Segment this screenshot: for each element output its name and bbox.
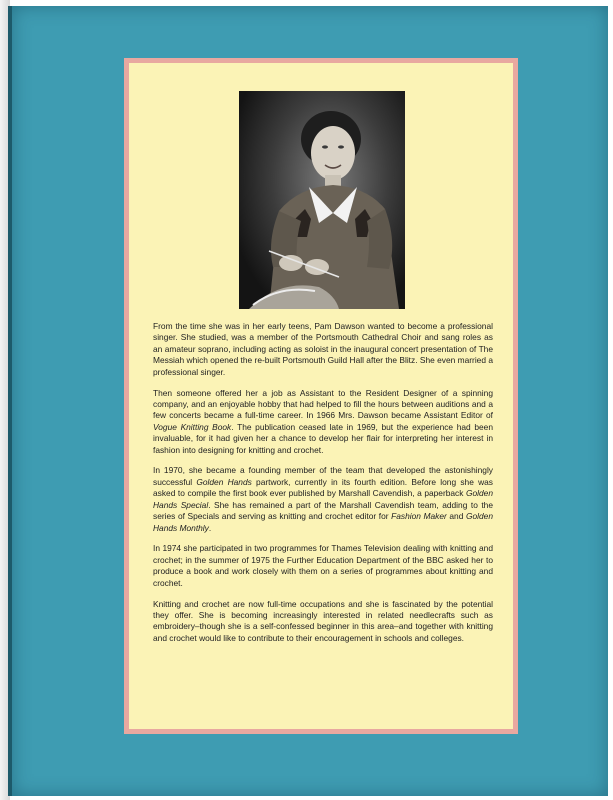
publication-title: Golden Hands Special [153,488,493,510]
book-title: Vogue Knitting Book [153,421,232,432]
publication-title: Golden Hands [196,476,252,487]
bio-paragraph [153,465,493,533]
author-portrait-photo [239,91,405,309]
bio-paragraph: In 1974 she participated in two programmes for Thames Television dealing with knitting and crochet; in the summer of 1975 the Further Education Department of the BBC asked her to produce a book and work closely with them on a series of programmes about knitting and crochet. [153,543,493,588]
text-run: . She has remained a part of the Marshall Cavendish team, adding to the series of Specials and serving as knitting and crochet editor for [153,499,493,522]
bio-paragraph: Knitting and crochet are now full-time occupations and she is fascinated by the potential they offer. She is becoming increasingly interested in related needlecrafts such as embroidery–though she is a self-confessed beginner in this area–and together with knitting and crochet would like to contribute to their encouragement in schools and colleges. [153,598,493,643]
publication-title: Golden Hands Monthly [153,511,493,533]
bio-paragraph [153,388,493,456]
text-run: . [208,522,212,533]
book-cover [8,6,608,796]
bio-paragraph: From the time she was in her early teens, Pam Dawson wanted to become a professional singer. She studied, was a member of the Portsmouth Cathedral Choir and sang roles as an amateur soprano, including acting as soloist in the inaugural concert presentation of The Messiah which opened the re-built Portsmouth Guild Hall after the Blitz. She even married a professional singer. [153,321,493,377]
portrait-illustration [239,91,405,309]
text-run: . The publication ceased late in 1969, but the experience had been invaluable, for it had given her a chance to develop her flair for interpreting her interest in fashion into designing for knitting and crochet. [153,421,493,455]
publication-title: Fashion Maker [391,511,447,522]
text-run: partwork, currently in its fourth edition. Before long she was asked to compile the first book ever published by Marshall Cavendish, a paperback [153,476,493,499]
bio-panel [124,58,518,734]
text-run: Then someone offered her a job as Assistant to the Resident Designer of a spinning company, and an enjoyable hobby that had helped to fill the hours between auditions and a few concerts became a full-time career. In 1966 Mrs. Dawson became Assistant Editor of [153,387,493,421]
text-run: In 1970, she became a founding member of the team that developed the astonishingly successful [153,465,493,487]
text-run: and [446,511,466,522]
author-biography [153,321,493,654]
